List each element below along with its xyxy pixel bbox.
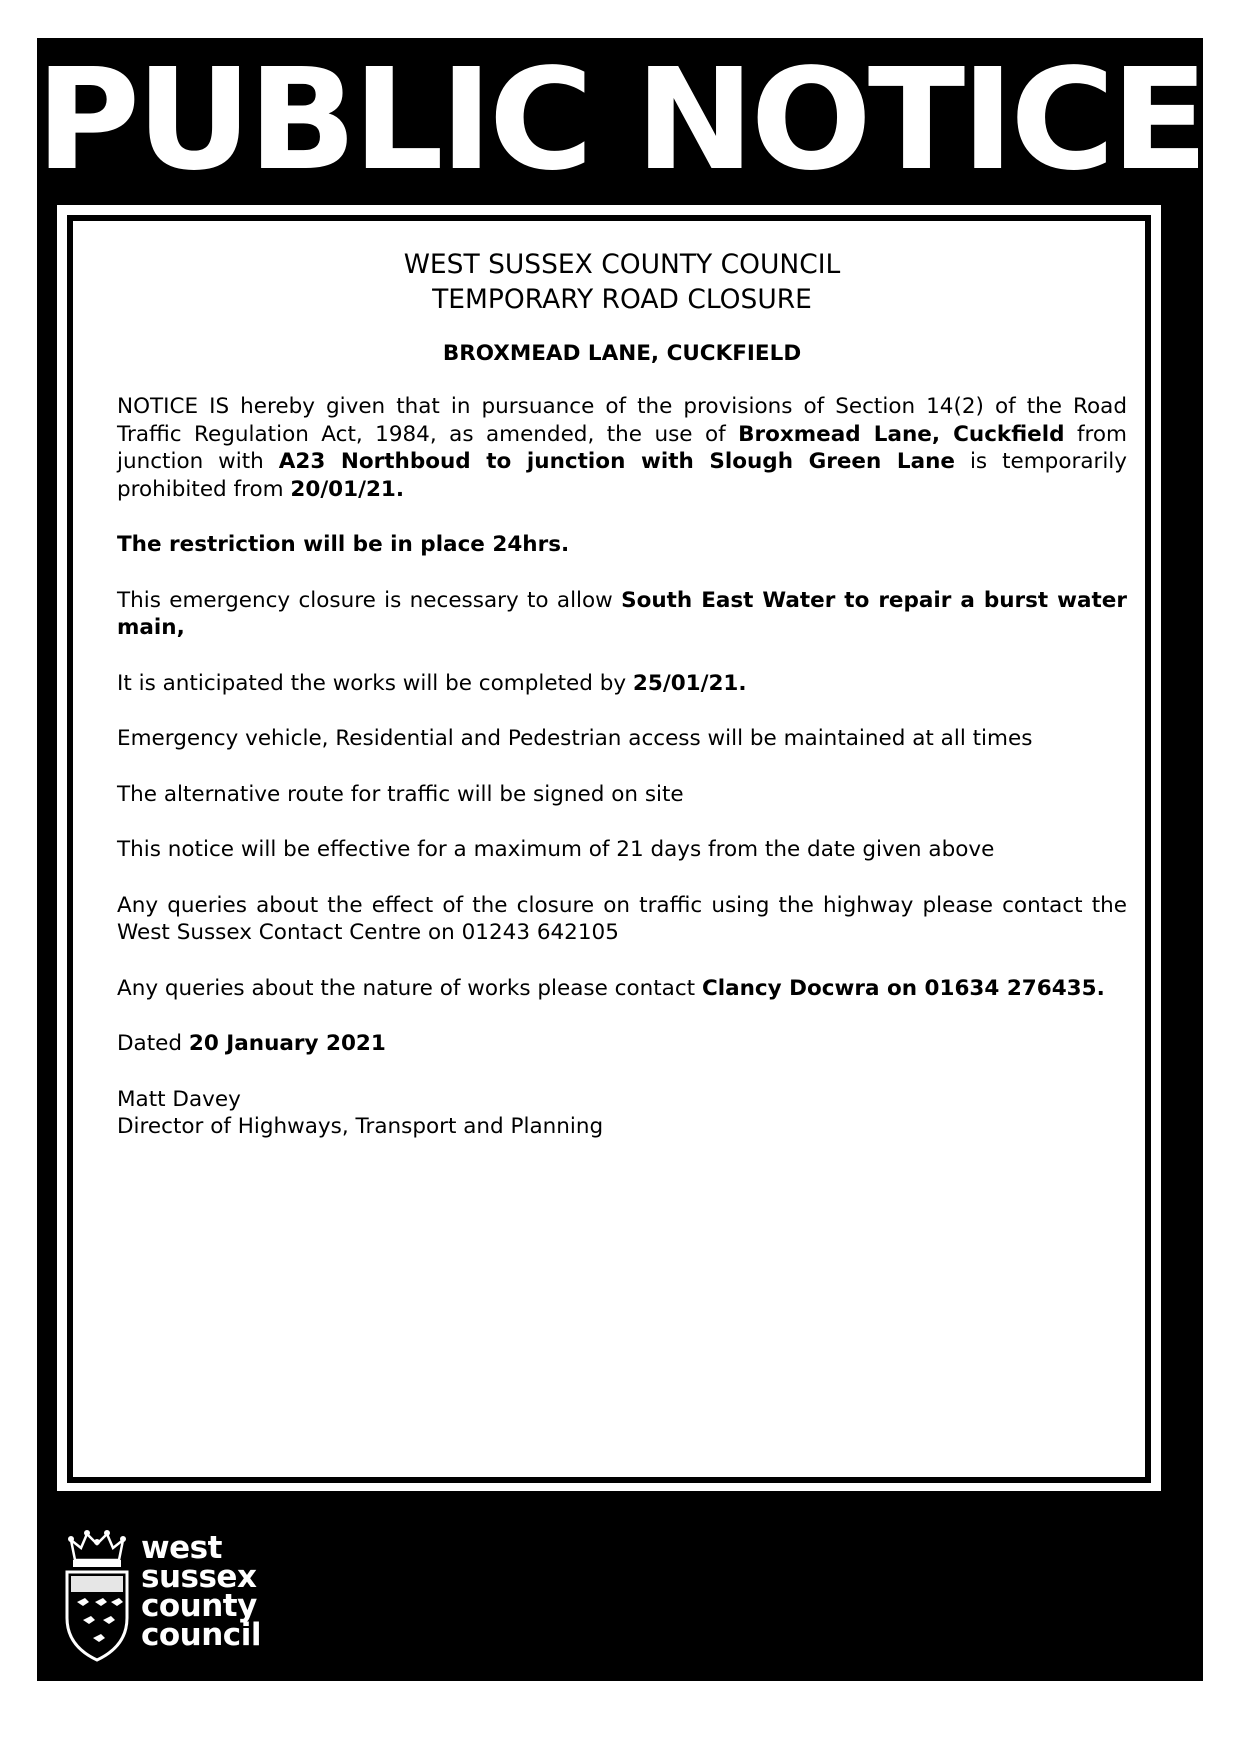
logo-line: county (141, 1588, 257, 1624)
notice-frame (37, 38, 1203, 1681)
access-paragraph: Emergency vehicle, Residential and Pedestrian access will be maintained at all times (117, 726, 1033, 751)
closure-extent: A23 Northboud to junction with Slough Green Lane (278, 449, 956, 474)
council-logo (61, 1526, 321, 1666)
reason-paragraph (117, 587, 1127, 642)
crest-icon (61, 1526, 133, 1666)
signatory-title: Director of Highways, Transport and Planning (117, 1114, 604, 1139)
duration-paragraph: This notice will be effective for a maximum of 21 days from the date given above (117, 837, 995, 862)
signature-block (117, 1086, 1127, 1141)
notice-paragraph (117, 393, 1127, 503)
completion-text: It is anticipated the works will be completed by (117, 670, 633, 696)
notice-text: from junction with (117, 421, 1127, 474)
works-contact: Clancy Docwra on 01634 276435. (701, 975, 1105, 1001)
works-queries-text: Any queries about the nature of works please contact (117, 975, 702, 1001)
notice-content (117, 247, 1127, 1141)
reason-text: This emergency closure is necessary to allow (117, 587, 622, 613)
logo-line: west (141, 1530, 222, 1566)
dated-value: 20 January 2021 (188, 1031, 386, 1056)
start-date: 20/01/21. (290, 476, 405, 502)
restriction-paragraph (117, 531, 1127, 559)
traffic-queries-paragraph: Any queries about the effect of the closure on traffic using the highway please contact the West Sussex Contact Centre on 01243 642105 (117, 892, 1127, 945)
location-heading: BROXMEAD LANE, CUCKFIELD (442, 341, 802, 366)
works-queries-paragraph (117, 975, 1127, 1003)
dated-paragraph (117, 1030, 1127, 1058)
notice-panel (57, 205, 1161, 1491)
diversion-paragraph: The alternative route for traffic will be signed on site (117, 781, 684, 807)
dated-label: Dated (117, 1031, 189, 1056)
completion-paragraph (117, 670, 1127, 698)
banner (37, 38, 1203, 203)
signatory-name: Matt Davey (117, 1086, 241, 1112)
notice-border (67, 215, 1151, 1483)
council-heading (117, 247, 1127, 317)
notice-text: NOTICE IS hereby given that in pursuance of the provisions of Section 14(2) of the Road Traffic Regulation Act, 1984, as amended, the use of (117, 394, 1127, 447)
banner-title: PUBLIC NOTICE (35, 38, 1205, 202)
restriction-text: The restriction will be in place 24hrs. (117, 532, 570, 557)
logo-wordmark (141, 1530, 261, 1653)
completion-date: 25/01/21. (632, 670, 747, 696)
logo-line: sussex (141, 1559, 257, 1595)
notice-type: TEMPORARY ROAD CLOSURE (432, 284, 812, 315)
council-name: WEST SUSSEX COUNTY COUNCIL (403, 249, 841, 280)
reason-detail: South East Water to repair a burst water main, (117, 587, 1127, 640)
logo-line: council (141, 1617, 261, 1653)
notice-text: is temporarily prohibited from (117, 449, 1127, 502)
road-name: Broxmead Lane, Cuckfield (738, 421, 1065, 447)
